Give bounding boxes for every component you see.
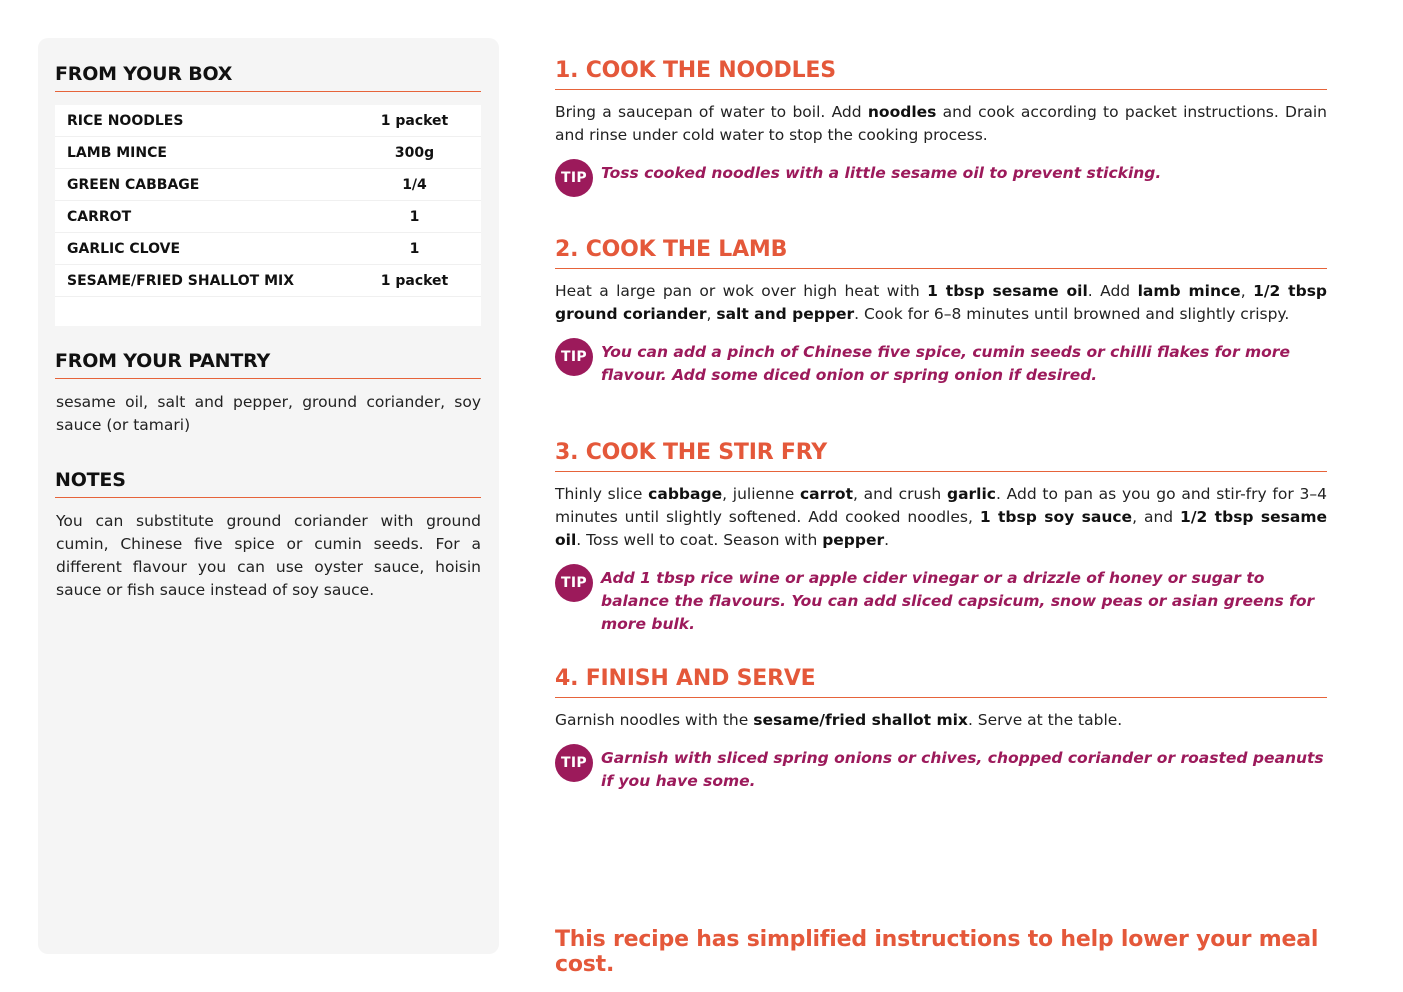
pantry-text: sesame oil, salt and pepper, ground coriander, soy sauce (or tamari) bbox=[56, 393, 481, 434]
bold-ingredient: 1/2 tbsp sesame oil bbox=[555, 508, 1328, 549]
from-your-pantry-heading: FROM YOUR PANTRY bbox=[55, 350, 481, 379]
step-2 bbox=[555, 237, 1327, 387]
step-instructions: Heat a large pan or wok over high heat with 1 tbsp sesame oil. Add lamb mince, 1/2 tbsp ground coriander, salt and pepper. Cook for 6–8 minutes until browned and slightly crispy. bbox=[555, 282, 1328, 323]
ingredients-panel bbox=[38, 38, 499, 954]
bold-ingredient: sesame/fried shallot mix bbox=[753, 711, 968, 729]
tip bbox=[555, 341, 1327, 387]
ingredient-name: GREEN CABBAGE bbox=[55, 169, 367, 201]
ingredient-name: LAMB MINCE bbox=[55, 137, 367, 169]
step-instructions: Garnish noodles with the sesame/fried shallot mix. Serve at the table. bbox=[555, 711, 1123, 729]
bold-ingredient: pepper bbox=[822, 531, 885, 549]
bold-ingredient: 1/2 tbsp ground coriander bbox=[555, 282, 1328, 323]
notes-heading: NOTES bbox=[55, 469, 481, 498]
ingredient-quantity: 300g bbox=[394, 144, 435, 161]
step-3 bbox=[555, 440, 1327, 636]
bold-ingredient: 1 tbsp sesame oil bbox=[927, 282, 1088, 300]
step-1 bbox=[555, 58, 1327, 200]
ingredient-name: CARROT bbox=[55, 201, 367, 233]
table-row bbox=[55, 169, 481, 201]
table-row bbox=[55, 137, 481, 169]
step-4 bbox=[555, 666, 1327, 793]
ingredient-quantity: 1 bbox=[409, 240, 420, 257]
ingredient-name: SESAME/FRIED SHALLOT MIX bbox=[55, 265, 367, 297]
bold-ingredient: garlic bbox=[946, 485, 996, 503]
tip-badge: TIP bbox=[555, 744, 593, 782]
step-heading: 1. COOK THE NOODLES bbox=[555, 58, 1327, 90]
bold-ingredient: cabbage bbox=[648, 485, 723, 503]
tip-badge: TIP bbox=[555, 159, 593, 197]
bold-ingredient: salt and pepper bbox=[716, 305, 855, 323]
box-ingredients-table bbox=[55, 105, 481, 326]
from-your-box-heading: FROM YOUR BOX bbox=[55, 63, 481, 92]
ingredient-name: RICE NOODLES bbox=[55, 105, 367, 137]
tip bbox=[555, 747, 1327, 793]
tip-text: Add 1 tbsp rice wine or apple cider vinegar or a drizzle of honey or sugar to balance the flavours. You can add sliced capsicum, snow peas or asian greens for more bulk. bbox=[601, 569, 1315, 633]
ingredient-quantity: 1/4 bbox=[402, 176, 427, 193]
notes-text: You can substitute ground coriander with ground cumin, Chinese five spice or cumin seeds. For a different flavour you can use oyster sauce, hoisin sauce or fish sauce instead of soy sauce. bbox=[56, 512, 481, 599]
tip-text: You can add a pinch of Chinese five spice, cumin seeds or chilli flakes for more flavour. Add some diced onion or spring onion if desired. bbox=[601, 343, 1290, 384]
bold-ingredient: lamb mince bbox=[1137, 282, 1241, 300]
table-row bbox=[55, 233, 481, 265]
tip-text: Toss cooked noodles with a little sesame oil to prevent sticking. bbox=[601, 164, 1162, 182]
step-instructions: Bring a saucepan of water to boil. Add noodles and cook according to packet instructions. Drain and rinse under cold water to stop the cooking process. bbox=[555, 103, 1327, 144]
tip-text: Garnish with sliced spring onions or chives, chopped coriander or roasted peanuts if you have some. bbox=[601, 749, 1324, 790]
bold-ingredient: noodles bbox=[867, 103, 937, 121]
step-heading: 2. COOK THE LAMB bbox=[555, 237, 1327, 269]
simplified-recipe-note: This recipe has simplified instructions to help lower your meal cost. bbox=[555, 927, 1319, 977]
step-heading: 4. FINISH AND SERVE bbox=[555, 666, 1327, 698]
step-instructions: Thinly slice cabbage, julienne carrot, and crush garlic. Add to pan as you go and stir-fry for 3–4 minutes until slightly softened. Add cooked noodles, 1 tbsp soy sauce, and 1/2 tbsp sesame oil. Toss well to coat. Season with pepper. bbox=[555, 485, 1328, 549]
ingredient-quantity: 1 packet bbox=[380, 112, 449, 129]
tip bbox=[555, 567, 1327, 636]
tip bbox=[555, 162, 1327, 200]
table-row bbox=[55, 201, 481, 233]
bold-ingredient: carrot bbox=[799, 485, 853, 503]
step-heading: 3. COOK THE STIR FRY bbox=[555, 440, 1327, 472]
tip-badge: TIP bbox=[555, 564, 593, 602]
bold-ingredient: 1 tbsp soy sauce bbox=[979, 508, 1133, 526]
ingredient-quantity: 1 bbox=[409, 208, 420, 225]
table-row bbox=[55, 265, 481, 297]
table-row bbox=[55, 105, 481, 137]
ingredient-name: GARLIC CLOVE bbox=[55, 233, 367, 265]
ingredient-quantity: 1 packet bbox=[380, 272, 449, 289]
tip-badge: TIP bbox=[555, 338, 593, 376]
